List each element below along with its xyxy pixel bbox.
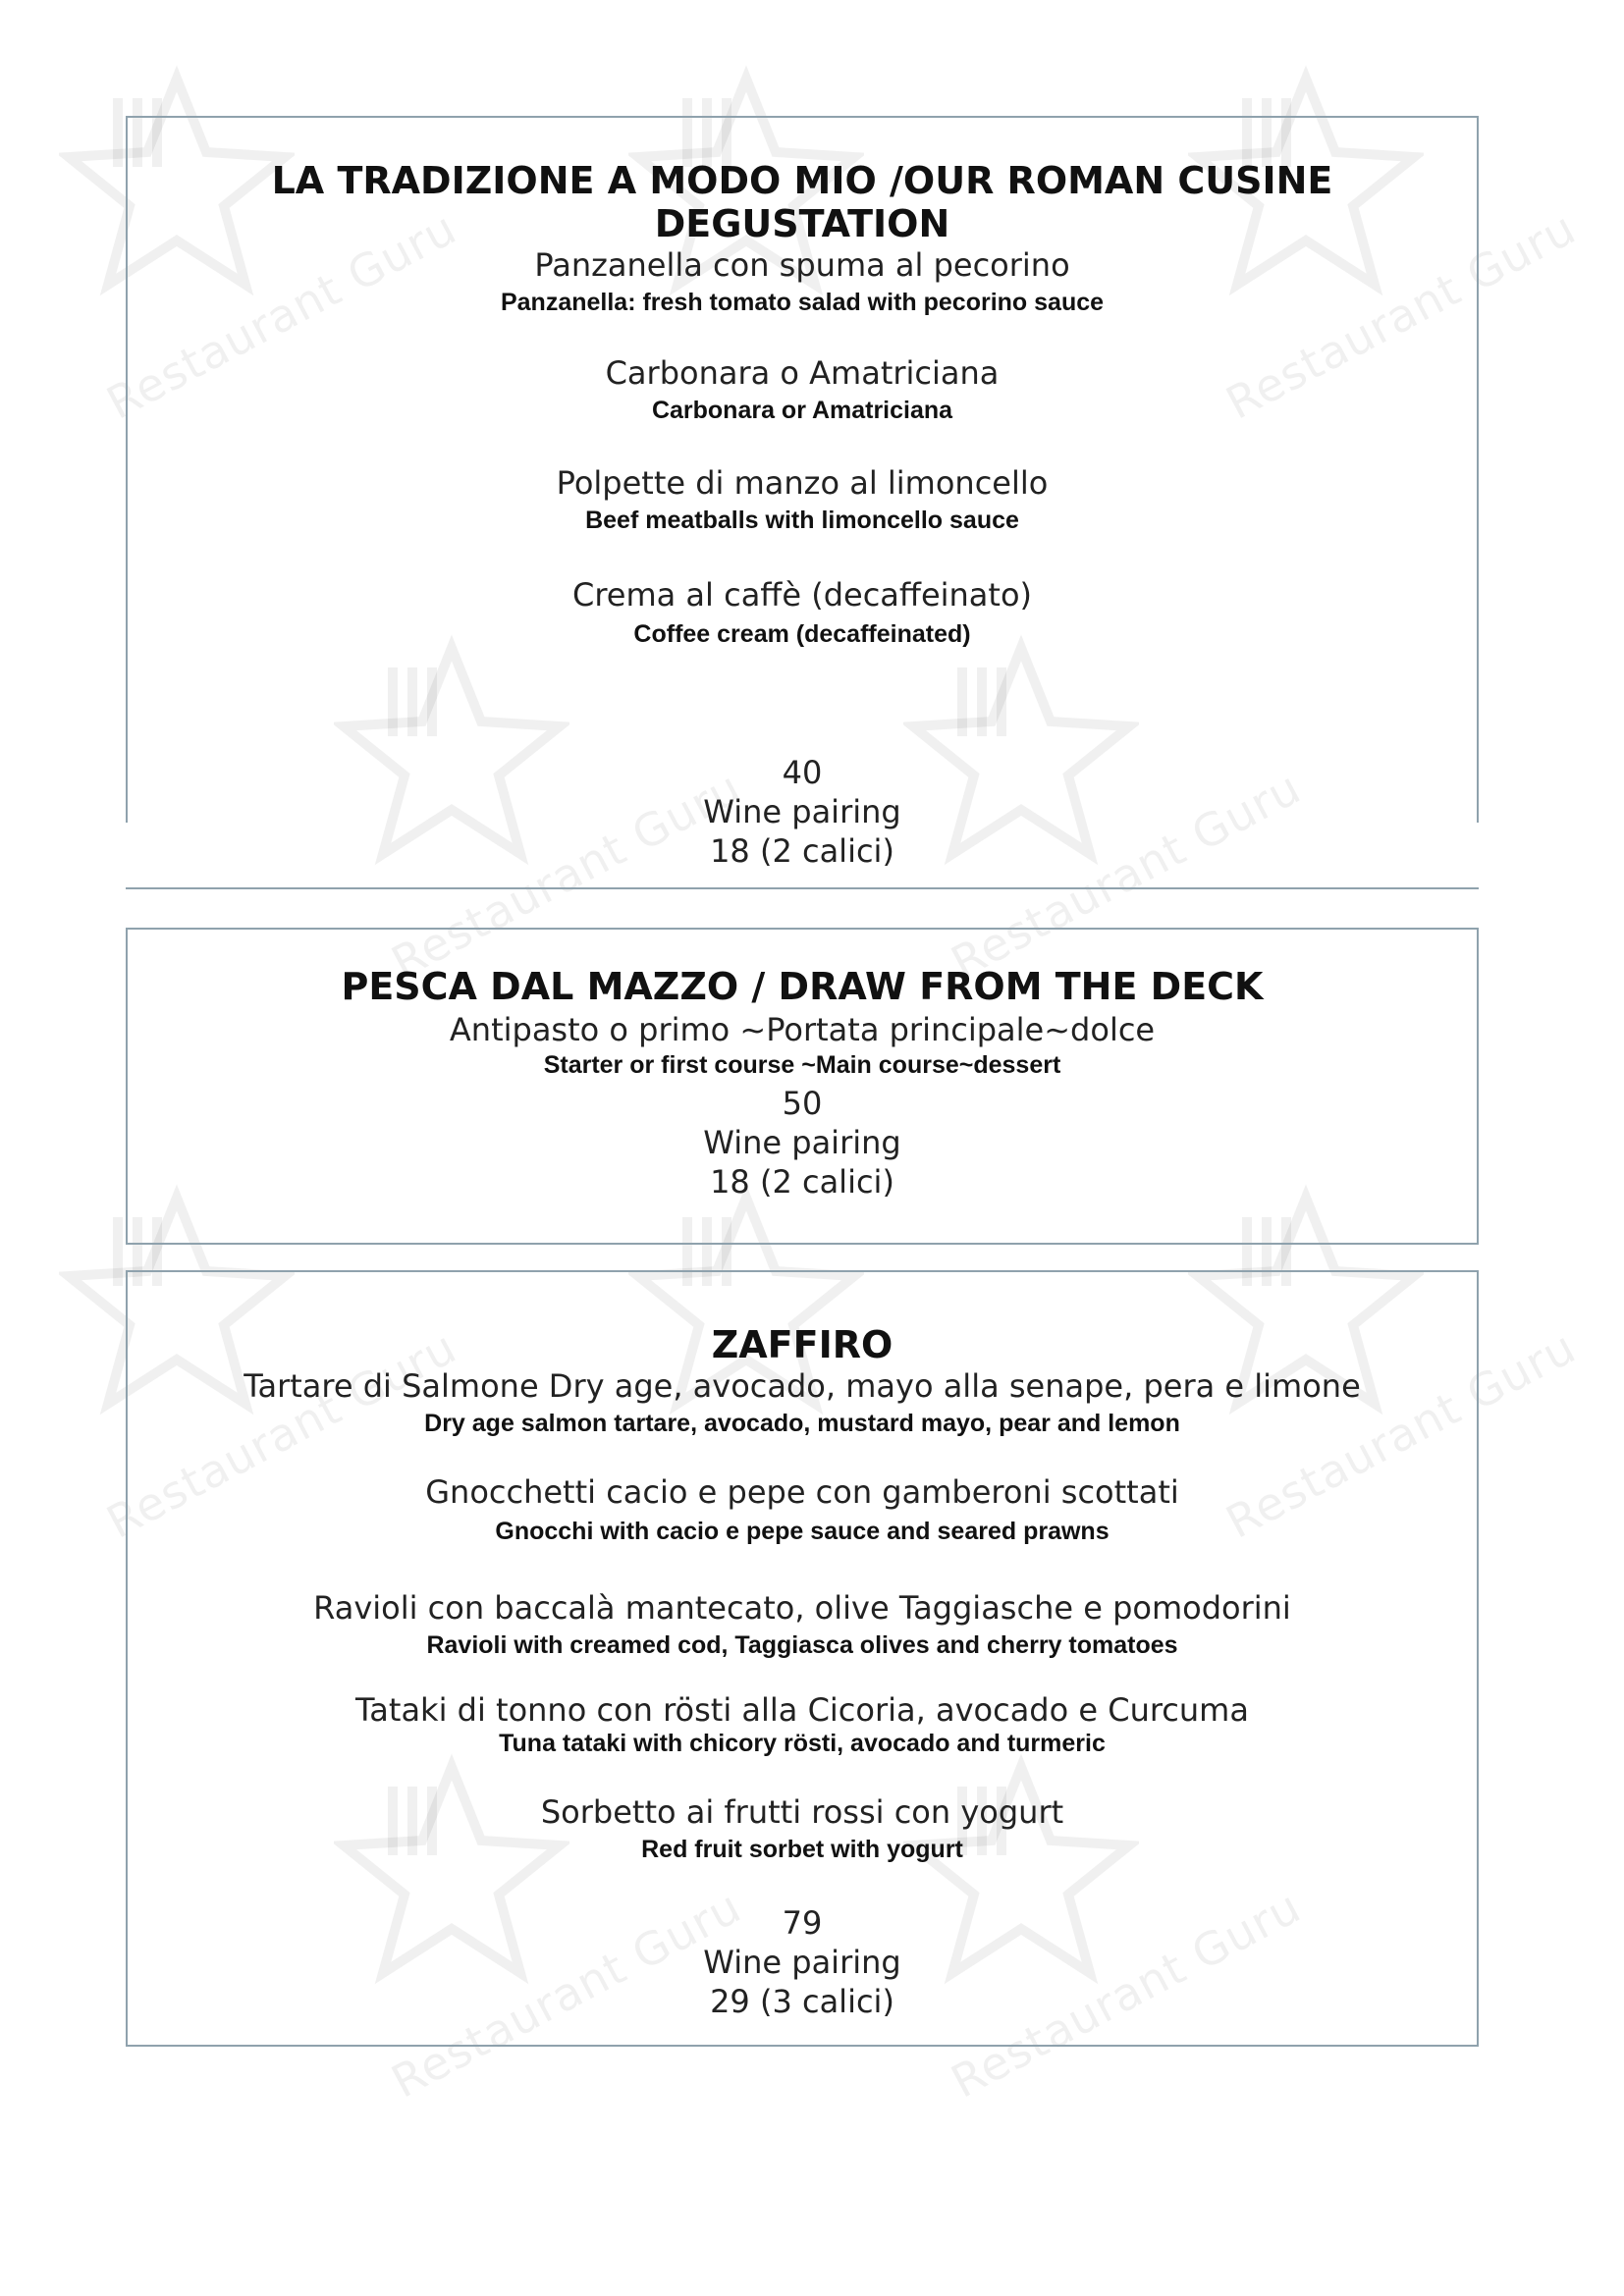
dish-name: Antipasto o primo ~Portata principale~dolce	[449, 1011, 1156, 1048]
watermark-text: Restaurant Guru	[98, 200, 465, 430]
dish-translation: Coffee cream (decaffeinated)	[633, 620, 971, 648]
watermark-text: Restaurant Guru	[1218, 200, 1585, 430]
section-title: PESCA DAL MAZZO / DRAW FROM THE DECK	[341, 965, 1264, 1008]
dish-translation: Panzanella: fresh tomato salad with pecorino sauce	[500, 289, 1105, 316]
wine-pairing-price: 18 (2 calici)	[710, 1163, 894, 1201]
dish-name: Panzanella con spuma al pecorino	[534, 246, 1070, 284]
dish-translation: Beef meatballs with limoncello sauce	[585, 507, 1019, 534]
wine-pairing-label: Wine pairing	[703, 1124, 901, 1161]
dish-translation: Tuna tataki with chicory rösti, avocado and turmeric	[499, 1730, 1106, 1757]
dish-name: Polpette di manzo al limoncello	[556, 464, 1049, 502]
dish-name: Carbonara o Amatriciana	[605, 354, 1000, 392]
dish-translation: Gnocchi with cacio e pepe sauce and seared prawns	[495, 1518, 1110, 1545]
menu-section-roman-degustation	[126, 116, 1479, 870]
dish-name: Sorbetto ai frutti rossi con yogurt	[540, 1793, 1064, 1831]
wine-pairing-label: Wine pairing	[703, 793, 901, 830]
section-divider	[126, 887, 1479, 889]
section-title: ZAFFIRO	[711, 1323, 893, 1366]
menu-price: 79	[782, 1904, 823, 1942]
watermark-text: Restaurant Guru	[98, 1319, 465, 1549]
wine-pairing-price: 18 (2 calici)	[710, 832, 894, 870]
watermark-text: Restaurant Guru	[383, 1879, 750, 2109]
watermark-text: Restaurant Guru	[943, 1879, 1310, 2109]
watermark-text: Restaurant Guru	[1218, 1319, 1585, 1549]
dish-translation: Red fruit sorbet with yogurt	[641, 1836, 963, 1863]
menu-section-zaffiro	[126, 1270, 1479, 2047]
dish-translation: Dry age salmon tartare, avocado, mustard mayo, pear and lemon	[424, 1410, 1180, 1437]
watermark-text: Restaurant Guru	[943, 760, 1310, 989]
wine-pairing-label: Wine pairing	[703, 1944, 901, 1981]
dish-name: Crema al caffè (decaffeinato)	[571, 576, 1033, 614]
menu-section-draw-from-deck	[126, 928, 1479, 1245]
dish-translation: Carbonara or Amatriciana	[651, 397, 953, 424]
menu-price: 40	[782, 754, 823, 791]
dish-name: Tartare di Salmone Dry age, avocado, mayo alla senape, pera e limone	[244, 1367, 1361, 1405]
dish-name: Tataki di tonno con rösti alla Cicoria, avocado e Curcuma	[355, 1691, 1249, 1729]
wine-pairing-price: 29 (3 calici)	[710, 1983, 894, 2020]
section-title: LA TRADIZIONE A MODO MIO /OUR ROMAN CUSINE DEGUSTATION	[271, 159, 1333, 245]
dish-translation: Starter or first course ~Main course~dessert	[543, 1051, 1061, 1079]
dish-name: Gnocchetti cacio e pepe con gamberoni scottati	[425, 1473, 1179, 1511]
menu-price: 50	[782, 1085, 823, 1122]
dish-translation: Ravioli with creamed cod, Taggiasca olives and cherry tomatoes	[426, 1631, 1178, 1659]
watermark-text: Restaurant Guru	[383, 760, 750, 989]
dish-name: Ravioli con baccalà mantecato, olive Taggiasche e pomodorini	[313, 1589, 1291, 1627]
